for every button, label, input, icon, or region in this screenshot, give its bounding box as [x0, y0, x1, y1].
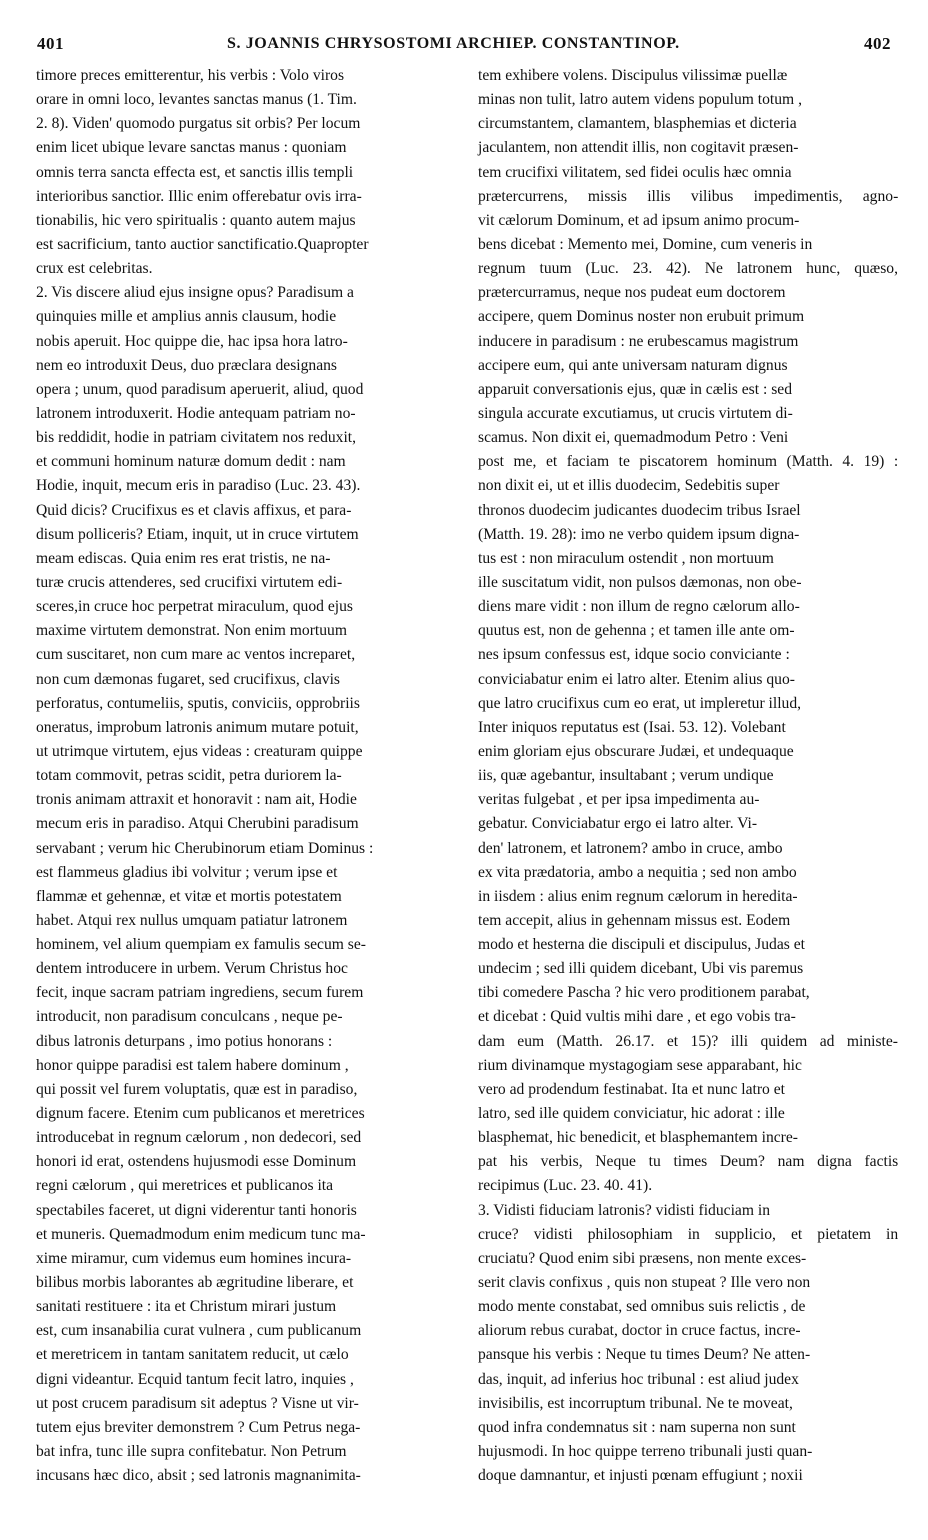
text-line: minas non tulit, latro autem videns populum totum ,: [478, 91, 802, 109]
text-line: servabant ; verum hic Cherubinorum etiam Dominus :: [36, 839, 374, 857]
text-line: omnis terra sancta effecta est, et sanctis illis templi: [36, 163, 354, 181]
text-line: accipere eum, qui ante universam naturam dignus: [478, 356, 788, 374]
text-line: tem accepit, alius in gehennam missus est. Eodem: [478, 911, 791, 929]
text-line: Hodie, inquit, mecum eris in paradiso (Luc. 23. 43).: [36, 477, 361, 495]
text-line: bis reddidit, hodie in patriam civitatem nos reduxit,: [36, 429, 357, 447]
text-line: hujusmodi. In hoc quippe terreno tribunali justi quan-: [478, 1443, 813, 1461]
text-line: thronos duodecim judicantes duodecim tribus Israel: [478, 501, 801, 519]
text-line: enim gloriam ejus obscurare Judæi, et undequaque: [478, 742, 794, 760]
text-line: est flammeus gladius ibi volvitur ; verum ipse et: [36, 863, 338, 881]
text-line: oneratus, improbum latronis animum mutare potuit,: [36, 718, 359, 736]
text-line: singula accurate excutiamus, ut crucis virtutem di-: [478, 404, 793, 422]
text-line: 2. 8). Viden' quomodo purgatus sit orbis? Per locum: [36, 115, 361, 133]
text-line: quutus est, non de gehenna ; et tamen ille ante om-: [478, 622, 795, 640]
text-line: iis, quæ agebantur, insultabant ; verum undique: [478, 767, 774, 785]
text-line: nes ipsum confessus est, idque socio conviciante :: [478, 646, 790, 664]
text-line: non dixit ei, ut et illis duodecim, Sedebitis super: [478, 477, 780, 495]
text-line: introducit, non paradisum conculcans , neque pe-: [36, 1008, 343, 1026]
text-line: aliorum rebus curabat, doctor in cruce factus, incre-: [478, 1322, 801, 1340]
text-line: cruce? vidisti philosophiam in supplicio, et pietatem in: [478, 1225, 899, 1243]
text-line: introducebat in regnum cælorum , non dedecori, sed: [36, 1129, 362, 1147]
running-title: S. JOANNIS CHRYSOSTOMI ARCHIEP. CONSTANTINOP.: [227, 35, 680, 52]
text-line: tem crucifixi vilitatem, sed fidei oculis hæc omnia: [478, 163, 792, 181]
text-line: serit clavis confixus , quis non stupeat ? Ille vero non: [478, 1274, 811, 1292]
text-line: vit cælorum Dominum, et ad ipsum animo procum-: [478, 211, 800, 229]
text-line: ille suscitatum vidit, non pulsos dæmonas, non obe-: [478, 573, 802, 591]
text-line: dentem introducere in urbem. Verum Christus hoc: [36, 960, 348, 978]
text-line: incusans hæc dico, absit ; sed latronis magnanimita-: [36, 1467, 361, 1485]
text-line: tem exhibere volens. Discipulus vilissimæ puellæ: [478, 67, 788, 84]
text-line: interioribus sanctior. Illic enim offerebatur ovis irra-: [36, 187, 362, 205]
text-line: blasphemat, hic benedicit, et blasphemantem incre-: [478, 1129, 798, 1147]
text-line: non cum dæmonas fugaret, sed crucifixus, clavis: [36, 670, 341, 688]
text-line: circumstantem, clamantem, blasphemias et dicteria: [478, 115, 797, 133]
page-header: [37, 34, 891, 58]
text-line: digni videantur. Ecquid tantum fecit latro, inquies ,: [36, 1370, 354, 1388]
left-column: [36, 64, 460, 1488]
text-line: dibus latronis deturpans , imo potius honorans :: [36, 1032, 333, 1050]
left-page-number: 401: [37, 34, 64, 53]
text-line: gebatur. Conviciabatur ergo ei latro alter. Vi-: [478, 815, 758, 833]
text-line: nem eo introduxit Deus, duo præclara designans: [36, 356, 337, 374]
text-line: bens dicebat : Memento mei, Domine, cum veneris in: [478, 235, 813, 253]
text-line: hominem, vel alium quempiam ex famulis secum se-: [36, 936, 366, 954]
text-line: flammæ et gehennæ, et vitæ et mortis potestatem: [36, 887, 342, 905]
text-line: crux est celebritas.: [36, 260, 153, 278]
text-line: veritas fulgebat , et per ipsa impedimenta au-: [478, 791, 760, 809]
text-line: post me, et faciam te piscatorem hominum (Matth. 4. 19) :: [478, 453, 899, 471]
text-line: disum polliceris? Etiam, inquit, ut in cruce virtutem: [36, 525, 359, 543]
text-line: den' latronem, et latronem? ambo in cruce, ambo: [478, 839, 783, 857]
text-line: que latro crucifixus cum eo erat, ut impleretur illud,: [478, 694, 802, 712]
text-line: fecit, inque sacram patriam ingrediens, secum furem: [36, 984, 364, 1002]
text-line: opera ; unum, quod paradisum aperuerit, aliud, quod: [36, 380, 364, 398]
text-line: maxime virtutem demonstrat. Non enim mortuum: [36, 622, 347, 640]
text-line: invisibilis, est incorruptum tribunal. Ne te moveat,: [478, 1394, 793, 1412]
text-line: 2. Vis discere aliud ejus insigne opus? Paradisum a: [36, 284, 354, 302]
text-line: sceres,in cruce hoc perpetrat miraculum, quod ejus: [36, 598, 353, 616]
text-line: undecim ; sed illi quidem dicebant, Ubi vis paremus: [478, 960, 804, 978]
text-line: modo mente constabat, sed omnibus suis relictis , de: [478, 1298, 806, 1316]
text-line: cruciatu? Quod enim sibi præsens, non mente exces-: [478, 1249, 807, 1267]
text-line: dignum facere. Etenim cum publicanos et meretrices: [36, 1105, 365, 1123]
text-line: conviciabatur enim ei latro alter. Etenim alius quo-: [478, 670, 795, 688]
text-line: qui possit vel furem voluptatis, quæ est in paradiso,: [36, 1080, 358, 1098]
text-line: tibi comedere Pascha ? hic vero proditionem parabat,: [478, 984, 810, 1002]
text-line: et meretricem in tantam sanitatem reducit, ut cælo: [36, 1346, 349, 1364]
text-line: (Matth. 19. 28): imo ne verbo quidem ipsum digna-: [478, 525, 800, 543]
text-line: honori id erat, ostendens hujusmodi esse Dominum: [36, 1153, 357, 1171]
text-line: accipere, quem Dominus noster non erubuit primum: [478, 308, 805, 326]
text-line: tus est : non miraculum ostendit , non mortuum: [478, 549, 774, 567]
text-line: inducere in paradisum : ne erubescamus magistrum: [478, 332, 799, 350]
text-line: perforatus, contumeliis, sputis, conviciis, opprobriis: [36, 694, 360, 712]
text-line: quinquies mille et amplius annis clausum, hodie: [36, 308, 337, 326]
text-line: orare in omni loco, levantes sanctas manus (1. Tim.: [36, 91, 357, 109]
text-line: ex vita prædatoria, ambo a nequitia ; sed non ambo: [478, 863, 797, 881]
text-line: das, inquit, ad inferius hoc tribunal : est aliud judex: [478, 1370, 799, 1388]
text-line: recipimus (Luc. 23. 40. 41).: [478, 1177, 653, 1195]
text-line: vero ad prodendum festinabat. Ita et nunc latro et: [478, 1080, 785, 1098]
text-line: turæ crucis attenderes, sed crucifixi virtutem edi-: [36, 573, 343, 591]
right-page-number: 402: [864, 34, 891, 53]
text-line: cum suscitaret, non cum mare ac ventos increparet,: [36, 646, 356, 664]
text-line: pansque his verbis : Neque tu times Deum? Ne atten-: [478, 1346, 811, 1364]
text-line: enim licet ubique levare sanctas manus : quoniam: [36, 139, 347, 157]
text-line: est, cum insanabilia curat vulnera , cum publicanum: [36, 1322, 362, 1340]
text-line: et dicebat : Quid vultis mihi dare , et ego vobis tra-: [478, 1008, 796, 1026]
text-line: jaculantem, non attendit illis, non cogitavit præsen-: [478, 139, 799, 157]
text-line: et communi hominum naturæ domum dedit : nam: [36, 453, 346, 471]
text-line: spectabiles faceret, ut digni viderentur tanti honoris: [36, 1201, 357, 1219]
text-line: prætercurrens, missis illis vilibus impedimentis, agno-: [478, 187, 899, 205]
text-line: bilibus morbis laborantes ab ægritudine liberare, et: [36, 1274, 354, 1292]
text-line: ut post crucem paradisum sit adeptus ? Visne ut vir-: [36, 1394, 359, 1412]
text-line: 3. Vidisti fiduciam latronis? vidisti fiduciam in: [478, 1201, 770, 1219]
text-line: modo et hesterna die discipuli et discipulus, Judas et: [478, 936, 805, 954]
text-line: totam commovit, petras scidit, petra duriorem la-: [36, 767, 342, 785]
text-line: regni cælorum , qui meretrices et publicanos ita: [36, 1177, 334, 1195]
text-line: dam eum (Matth. 26.17. et 15)? illi quidem ad ministe-: [478, 1032, 898, 1050]
text-line: timore preces emitterentur, his verbis : Volo viros: [36, 67, 345, 84]
text-line: habet. Atqui rex nullus umquam patiatur latronem: [36, 911, 348, 929]
text-line: doque damnantur, et injusti pœnam effugiunt ; noxii: [478, 1467, 803, 1485]
text-line: et muneris. Quemadmodum enim medicum tunc ma-: [36, 1225, 366, 1243]
text-line: meam ediscas. Quia enim res erat tristis, ne na-: [36, 549, 331, 567]
text-line: tutem ejus breviter demonstrem ? Cum Petrus nega-: [36, 1418, 361, 1436]
text-line: tionabilis, hic vero spiritualis : quanto autem majus: [36, 211, 356, 229]
text-line: regnum tuum (Luc. 23. 42). Ne latronem hunc, quæso,: [478, 260, 898, 278]
text-line: Quid dicis? Crucifixus es et clavis affixus, et para-: [36, 501, 352, 519]
text-line: tronis animam attraxit et honoravit : nam ait, Hodie: [36, 791, 357, 809]
text-line: nobis aperuit. Hoc quippe die, hac ipsa hora latro-: [36, 332, 348, 350]
text-line: prætercurramus, neque nos pudeat eum doctorem: [478, 284, 786, 302]
text-line: sanitati restituere : ita et Christum mirari justum: [36, 1298, 337, 1316]
text-line: bat infra, tunc ille supra confitebatur. Non Petrum: [36, 1443, 347, 1461]
text-line: scamus. Non dixit ei, quemadmodum Petro : Veni: [478, 429, 789, 447]
text-line: in iisdem : alius enim regnum cælorum in heredita-: [478, 887, 798, 905]
text-line: quod infra condemnatus sit : nam superna non sunt: [478, 1418, 796, 1436]
right-column: [478, 64, 898, 1488]
text-line: mecum eris in paradiso. Atqui Cherubini paradisum: [36, 815, 359, 833]
text-line: diens mare vidit : non illum de regno cælorum allo-: [478, 598, 800, 616]
text-line: latronem introduxerit. Hodie antequam patriam no-: [36, 404, 356, 422]
text-line: apparuit conversationis ejus, quæ in cælis est : sed: [478, 380, 792, 398]
text-line: Inter iniquos reputatus est (Isai. 53. 12). Volebant: [478, 718, 786, 736]
text-line: xime miramur, cum videmus eum homines incura-: [36, 1249, 352, 1267]
text-line: ut utrimque virtutem, ejus videas : creaturam quippe: [36, 742, 363, 760]
text-line: rium divinamque mystagogiam sese apparabant, hic: [478, 1056, 802, 1074]
text-line: est sacrificium, tanto auctior sanctificatio.Quapropter: [36, 235, 369, 253]
text-line: latro, sed ille quidem conviciatur, hic adorat : ille: [478, 1105, 785, 1123]
text-line: honor quippe paradisi est talem habere dominum ,: [36, 1056, 349, 1074]
text-line: pat his verbis, Neque tu times Deum? nam digna factis: [478, 1153, 899, 1171]
